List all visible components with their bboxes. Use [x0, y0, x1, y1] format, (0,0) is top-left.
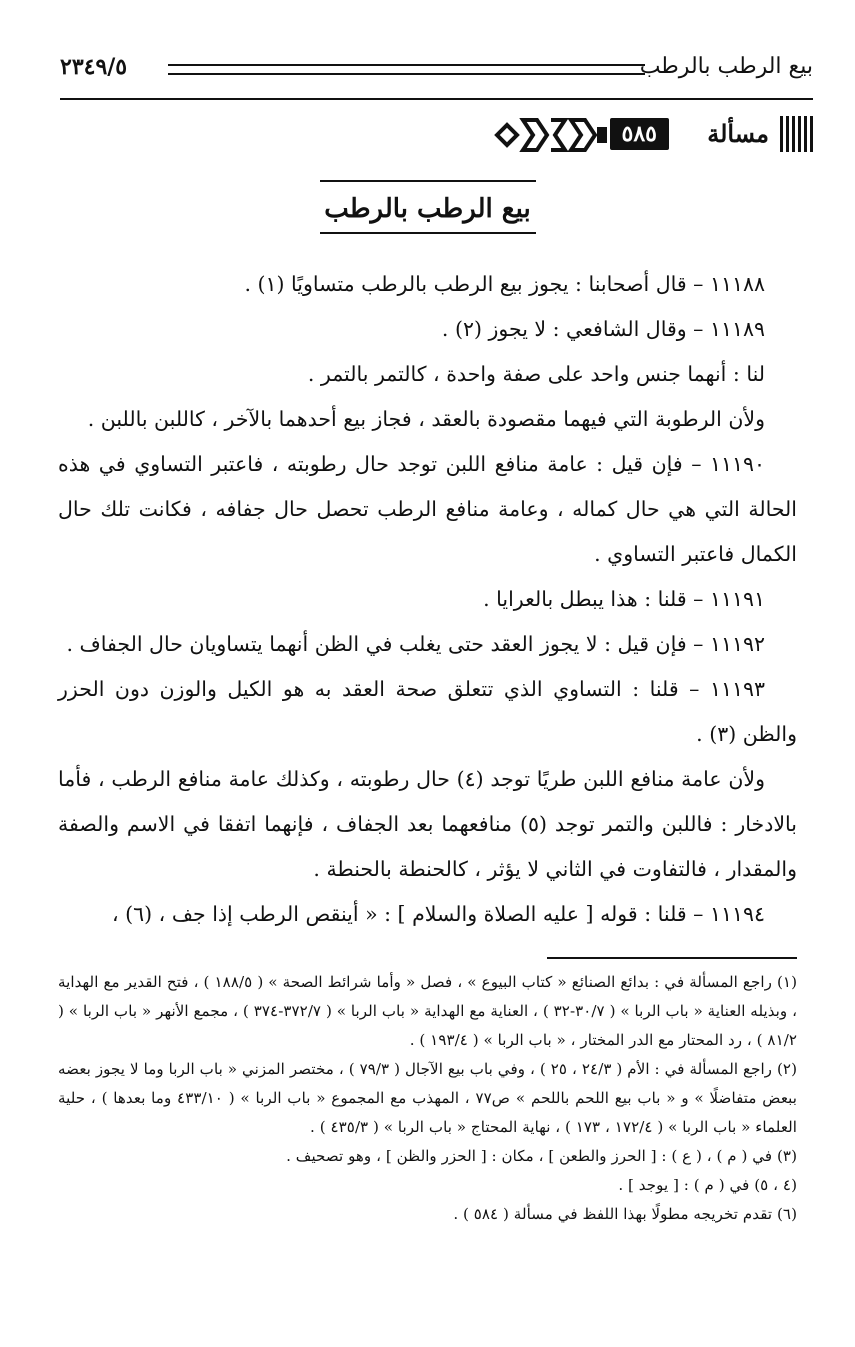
- footnote: (٢) راجع المسألة في : الأم ( ٢٤/٣ ، ٢٥ ) ، وفي باب بيع الآجال ( ٧٩/٣ ) ، مختصر المزني « باب الربا وما لا يجوز بعضه ببعض متفاضلًا » و « باب بيع اللحم باللحم » ص٧٧ ، المهذب مع المجموع « باب الربا » ( ٤٣٣/١٠ وما بعدها ) ، حلية العلماء « باب الربا » ( ١٧٢/٤ ، ١٧٣ ) ، نهاية المحتاج « باب الربا » ( ٤٣٥/٣ ) .: [58, 1060, 797, 1136]
- section-title: بيع الرطب بالرطب: [324, 194, 531, 224]
- issue-label: مسألة: [707, 119, 769, 148]
- title-top-rule: [320, 180, 536, 182]
- running-title: بيع الرطب بالرطب: [639, 54, 813, 79]
- footnote: (٦) تقدم تخريجه مطولًا بهذا اللفظ في مسألة ( ٥٨٤ ) .: [453, 1205, 797, 1223]
- paragraph: ١١١٩٢ – فإن قيل : لا يجوز العقد حتى يغلب في الظن أنهما يتساويان حال الجفاف .: [66, 632, 765, 656]
- footnote-separator: [547, 957, 797, 959]
- header-double-rule: [168, 64, 645, 75]
- geometric-ornament-icon: [493, 112, 609, 158]
- header-divider: [60, 98, 813, 100]
- footnotes: [58, 968, 797, 1229]
- footnote: (٤ ، ٥) في ( م ) : [ يوجد ] .: [618, 1176, 797, 1194]
- issue-banner: [493, 112, 813, 158]
- paragraph: ١١١٩٤ – قلنا : قوله [ عليه الصلاة والسلام ] : « أينقص الرطب إذا جف ، (٦) ،: [112, 902, 765, 926]
- running-header: [60, 52, 813, 86]
- issue-number-badge: ٥٨٥: [610, 118, 669, 150]
- paragraph: ولأن عامة منافع اللبن طريًا توجد (٤) حال رطوبته ، وكذلك عامة منافع الرطب ، فأما بالادخار : فاللبن والتمر توجد (٥) منافعهما بعد الجفاف ، فإنهما اتفقا في الاسم والصفة والمقدار ، فالتفاوت في الثاني لا يؤثر ، كالحنطة بالحنطة .: [58, 767, 797, 881]
- paragraph: ١١١٩٣ – قلنا : التساوي الذي تتعلق صحة العقد به هو الكيل والوزن دون الحزر والظن (٣) .: [58, 677, 797, 746]
- paragraph: ولأن الرطوبة التي فيهما مقصودة بالعقد ، فجاز بيع أحدهما بالآخر ، كاللبن باللبن .: [87, 407, 765, 431]
- footnote: (٣) في ( م ) ، ( ع ) : [ الحرز والطعن ] ، مكان : [ الحزر والظن ] ، وهو تصحيف .: [286, 1147, 797, 1165]
- page-number: ٢٣٤٩/٥: [60, 54, 128, 80]
- title-bottom-rule: [320, 232, 536, 234]
- paragraph: ١١١٨٨ – قال أصحابنا : يجوز بيع الرطب بالرطب متساويًا (١) .: [244, 272, 765, 296]
- paragraph: لنا : أنهما جنس واحد على صفة واحدة ، كالتمر بالتمر .: [307, 362, 765, 386]
- footnote: (١) راجع المسألة في : بدائع الصنائع « كتاب البيوع » ، فصل « وأما شرائط الصحة » ( ١٨٨/٥ ) ، فتح القدير مع الهداية ، وبذيله العناية « باب الربا » ( ٣٠/٧-٣٢ ) ، العناية مع الهداية « باب الربا » ( ٣٧٢/٧-٣٧٤ ) ، مجمع الأنهر « باب الربا » ( ٨١/٢ ) ، رد المحتار مع الدر المختار ، « باب الربا » ( ١٩٣/٤ ) .: [58, 973, 798, 1049]
- paragraph: ١١١٩٠ – فإن قيل : عامة منافع اللبن توجد حال رطوبته ، فاعتبر التساوي في هذه الحالة التي هي حال كماله ، وعامة منافع الرطب تحصل حال جفافه ، فكانت تلك حال الكمال فاعتبر التساوي .: [58, 452, 797, 566]
- paragraph: ١١١٩١ – قلنا : هذا يبطل بالعرايا .: [483, 587, 765, 611]
- paragraph: ١١١٨٩ – وقال الشافعي : لا يجوز (٢) .: [441, 317, 765, 341]
- vertical-bars-ornament: [779, 116, 813, 152]
- section-heading: [0, 180, 855, 234]
- body-text: [58, 262, 797, 937]
